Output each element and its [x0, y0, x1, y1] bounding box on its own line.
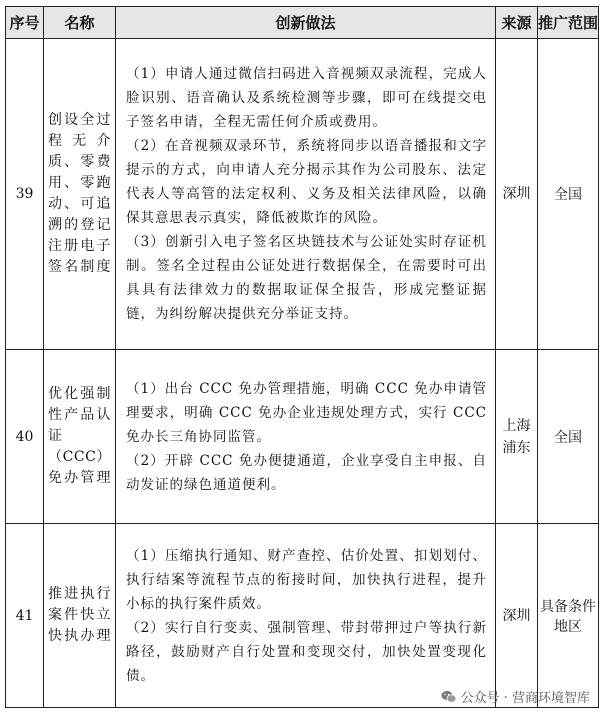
policy-table — [5, 6, 599, 708]
row-name: 优化强制性产品认证（CCC）免办管理 — [44, 350, 116, 524]
row-source: 上海浦东 — [496, 350, 538, 524]
wechat-icon — [441, 690, 457, 704]
row-number: 40 — [6, 350, 44, 524]
method-item: （2）在音视频双录环节，系统将同步以语音播报和文字提示的方式，向申请人充分揭示其作为公司股东、法定代表人等高管的法定权利、义务及相关法律风险，以确保其意思表示真实，降低被欺诈的风险。 — [126, 138, 487, 226]
row-name: 创设全过程无介质、零费用、零跑动、可追溯的登记注册电子签名制度 — [44, 39, 116, 350]
watermark-text: 公众号 · 营商环境智库 — [460, 691, 590, 706]
method-item: （3）创新引入电子签名区块链技术与公证处实时存证机制。签名全过程由公证处进行数据保全，在需要时可出具具有法律效力的数据取证保全报告，形成完整证据链，为纠纷解决提供充分举证支持。 — [126, 234, 487, 322]
row-scope: 具备条件地区 — [538, 524, 599, 708]
header-cell-method: 创新做法 — [116, 7, 496, 39]
method-item: （2）开辟 CCC 免办便捷通道，企业享受自主申报、自动发证的绿色通道便利。 — [126, 452, 487, 493]
header-row — [6, 7, 599, 39]
row-method — [116, 524, 496, 708]
header-cell-scope: 推广范围 — [538, 7, 599, 39]
header-cell-name: 名称 — [44, 7, 116, 39]
method-item: （1）压缩执行通知、财产查控、估价处置、扣划划付、执行结案等流程节点的衔接时间，加快执行进程，提升小标的执行案件质效。 — [126, 547, 487, 612]
row-scope: 全国 — [538, 350, 599, 524]
method-item: （2）实行自行变卖、强制管理、带封带押过户等执行新路径，鼓励财产自行处置和变现交付，加快处置变现化债。 — [126, 619, 487, 684]
table-row — [6, 39, 599, 350]
row-source: 深圳 — [496, 524, 538, 708]
row-method — [116, 39, 496, 350]
table-row — [6, 524, 599, 708]
row-scope: 全国 — [538, 39, 599, 350]
header-cell-source: 来源 — [496, 7, 538, 39]
table-row — [6, 350, 599, 524]
method-item: （1）申请人通过微信扫码进入音视频双录流程，完成人脸识别、语音确认及系统检测等步骤，即可在线提交电子签名申请，全程无需任何介质或费用。 — [126, 66, 487, 130]
row-number: 41 — [6, 524, 44, 708]
header-cell-no: 序号 — [6, 7, 44, 39]
row-method — [116, 350, 496, 524]
row-source: 深圳 — [496, 39, 538, 350]
watermark — [441, 687, 590, 706]
method-item: （1）出台 CCC 免办管理措施，明确 CCC 免办申请管理要求，明确 CCC 免办企业违规处理方式，实行 CCC 免办长三角协同监管。 — [126, 380, 487, 445]
row-name: 推进执行案件快立快执办理 — [44, 524, 116, 708]
row-number: 39 — [6, 39, 44, 350]
